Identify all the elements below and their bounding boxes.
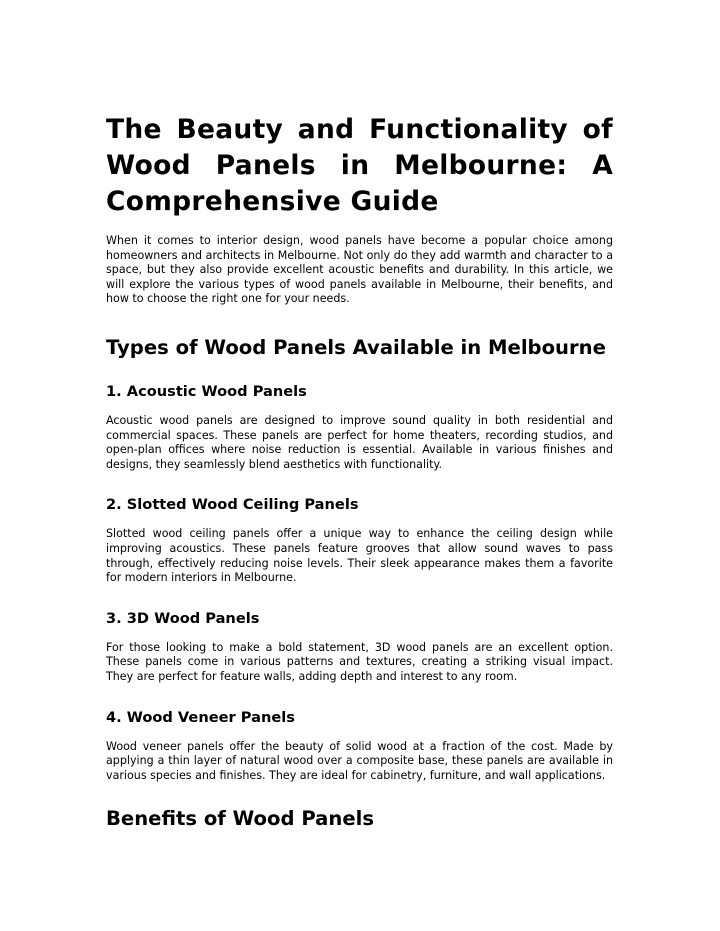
section-heading: 1. Acoustic Wood Panels (106, 382, 307, 400)
section-heading: 4. Wood Veneer Panels (106, 708, 295, 726)
page-title: The Beauty and Functionality of Wood Panels in Melbourne: A Comprehensive Guide (106, 114, 613, 217)
section-body: Acoustic wood panels are designed to improve sound quality in both residential and commercial spaces. These panels are perfect for home theaters, recording studios, and open-plan offices where noise reduction is essential. Available in various finishes and designs, they seamlessly blend aesthetics with functionality. (106, 413, 613, 471)
section-slotted (106, 496, 613, 585)
benefits-heading: Benefits of Wood Panels (106, 807, 374, 831)
section-body: For those looking to make a bold statement, 3D wood panels are an excellent option. These panels come in various patterns and textures, creating a striking visual impact. They are perfect for feature walls, adding depth and interest to any room. (106, 640, 613, 683)
section-body: Slotted wood ceiling panels offer a unique way to enhance the ceiling design while improving acoustics. These panels feature grooves that allow sound waves to pass through, effectively reducing noise levels. Their sleek appearance makes them a favorite for modern interiors in Melbourne. (106, 527, 613, 585)
section-3d (106, 610, 613, 685)
section-heading: 2. Slotted Wood Ceiling Panels (106, 496, 359, 514)
section-veneer (106, 709, 613, 784)
section-acoustic (106, 383, 613, 472)
section-body: Wood veneer panels offer the beauty of solid wood at a fraction of the cost. Made by applying a thin layer of natural wood over a composite base, these panels are available in various species and finishes. They are ideal for cabinetry, furniture, and wall applications. (106, 739, 613, 782)
intro-paragraph: When it comes to interior design, wood panels have become a popular choice among homeowners and architects in Melbourne. Not only do they add warmth and character to a space, but they also provide excellent acoustic benefits and durability. In this article, we will explore the various types of wood panels available in Melbourne, their benefits, and how to choose the right one for your needs. (106, 234, 613, 306)
section-heading: 3. 3D Wood Panels (106, 609, 260, 627)
document-page (106, 112, 613, 831)
types-heading: Types of Wood Panels Available in Melbourne (106, 335, 606, 359)
